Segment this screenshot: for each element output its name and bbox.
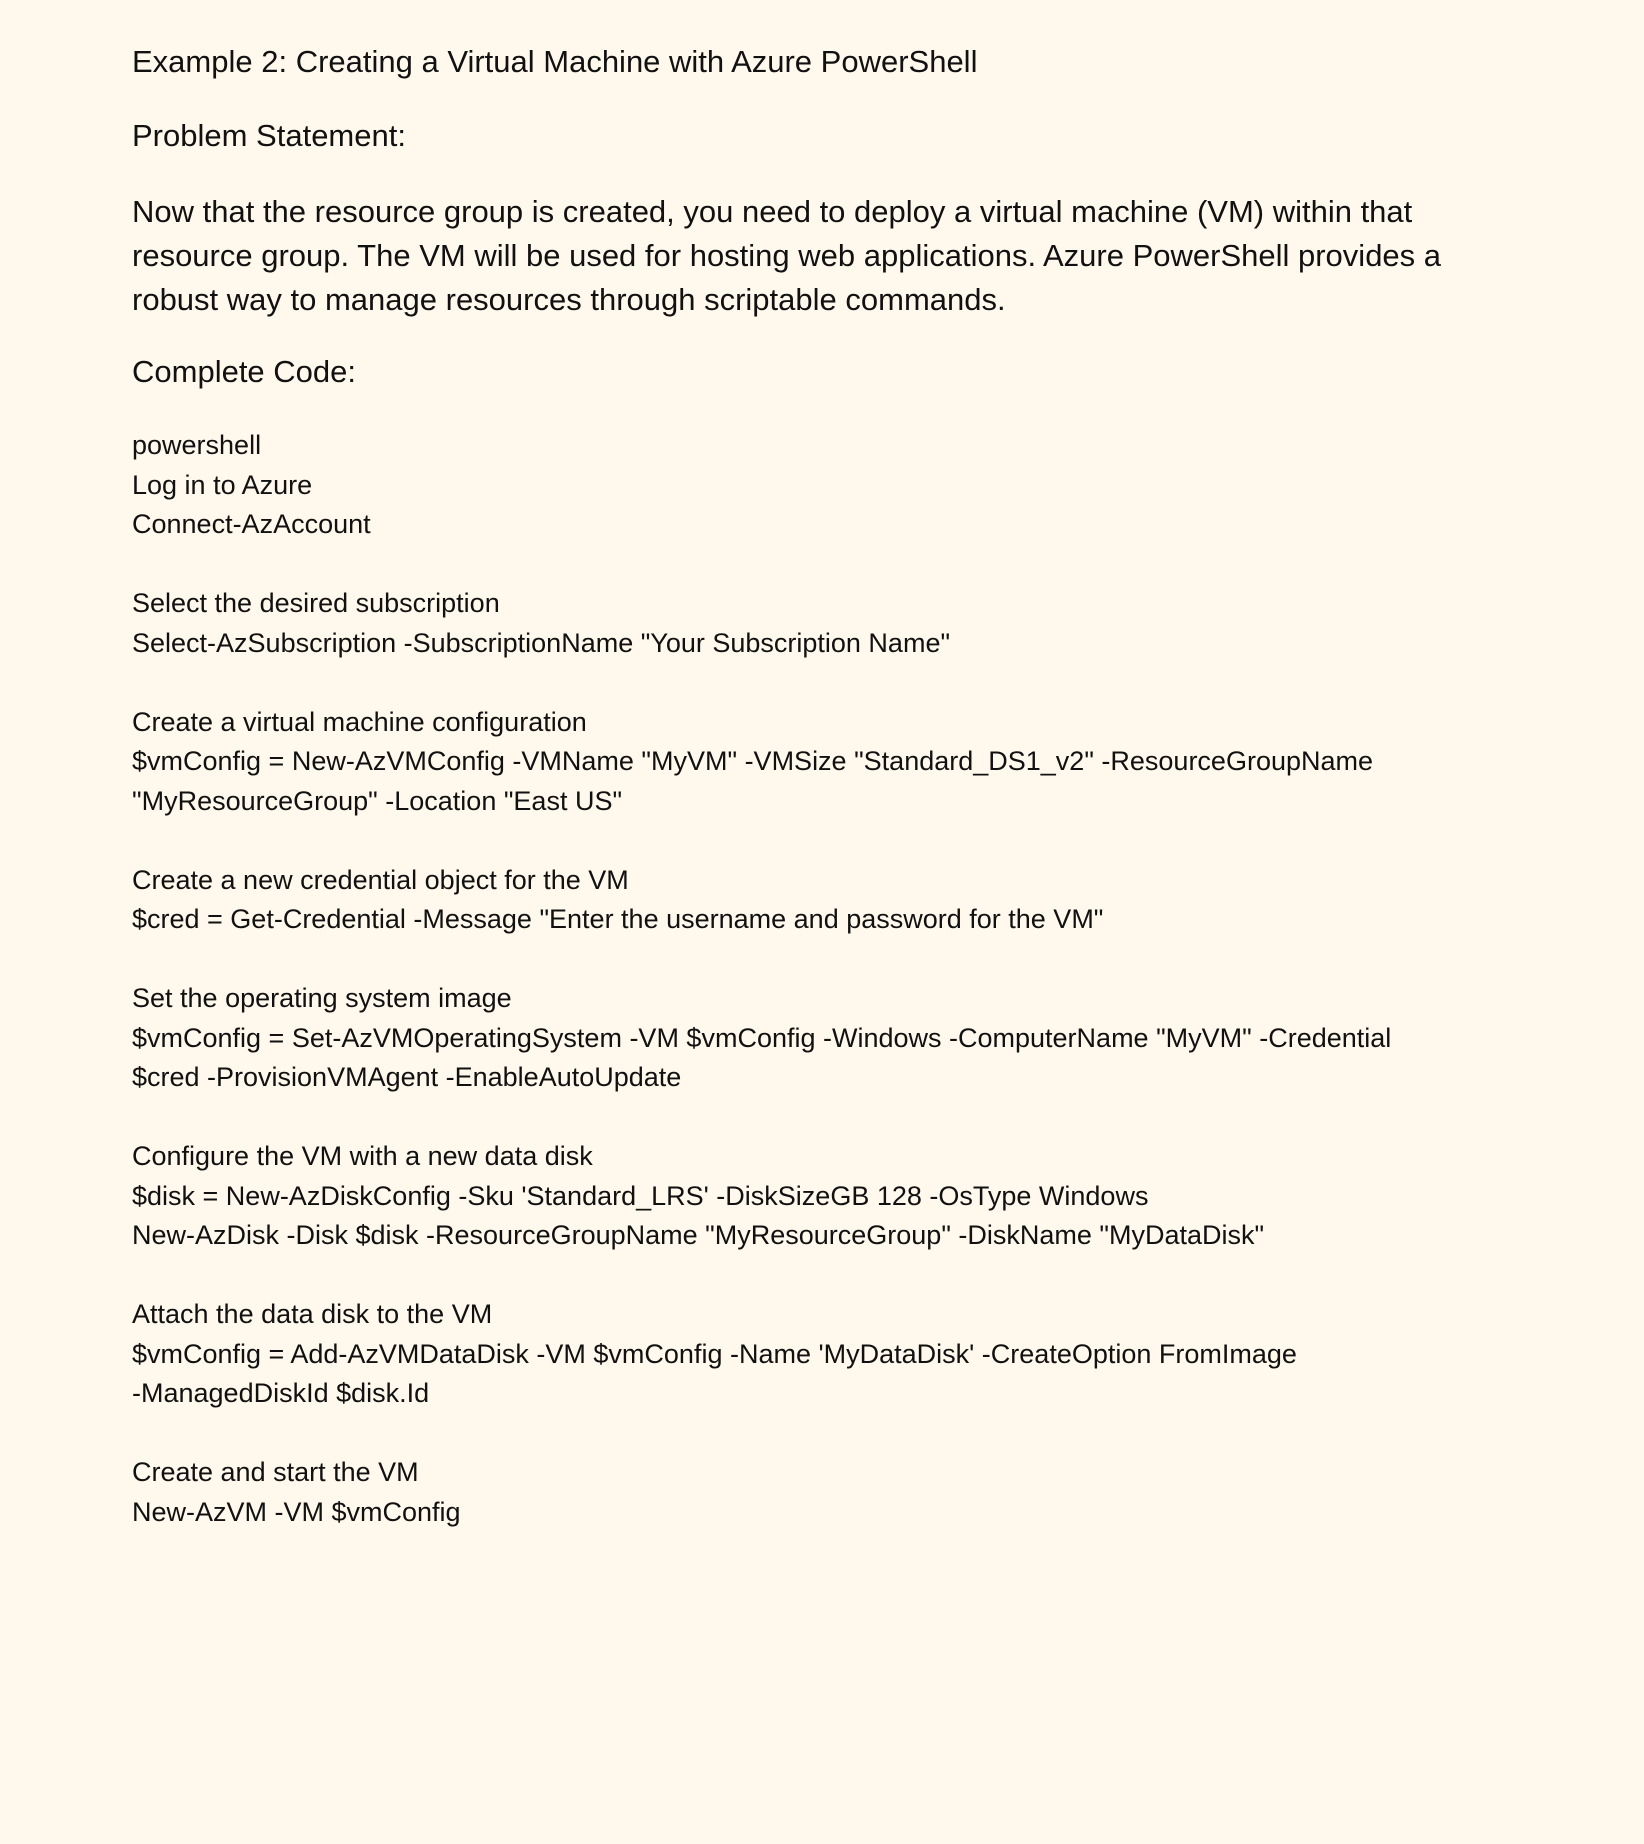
code-group [132,1453,1512,1532]
code-line: $disk = New-AzDiskConfig -Sku 'Standard_LRS' -DiskSizeGB 128 -OsType Windows [132,1180,1149,1211]
code-line: "MyResourceGroup" -Location "East US" [132,785,623,816]
code-language-label: powershell [132,430,262,460]
complete-code-heading: Complete Code: [132,354,357,389]
code-group [132,979,1512,1098]
code-group [132,703,1512,822]
code-line: $cred -ProvisionVMAgent -EnableAutoUpdate [132,1062,682,1092]
code-group [132,861,1512,940]
code-groups [132,466,1512,1533]
problem-statement-text: Now that the resource group is created, you need to deploy a virtual machine (VM) within that resource group. The VM will be used for hosting web applications. Azure PowerShell provides a robust way to manage resources through scriptable commands. [132,194,1442,317]
code-line: -ManagedDiskId $disk.Id [132,1378,430,1408]
code-comment-line: Log in to Azure [132,469,313,500]
code-comment-line: Create a new credential object for the VM [132,864,629,895]
code-comment-line: Attach the data disk to the VM [132,1299,493,1329]
problem-statement-heading: Problem Statement: [132,118,406,153]
code-line: New-AzDisk -Disk $disk -ResourceGroupName "MyResourceGroup" -DiskName "MyDataDisk" [132,1220,1265,1250]
code-group [132,584,1512,663]
code-line: Select-AzSubscription -SubscriptionName "Your Subscription Name" [132,627,951,658]
code-line: $vmConfig = Add-AzVMDataDisk -VM $vmConfig -Name 'MyDataDisk' -CreateOption FromImage [132,1338,1297,1369]
code-block [132,426,1512,1532]
document-title: Example 2: Creating a Virtual Machine with Azure PowerShell [132,44,978,79]
code-line: Connect-AzAccount [132,509,371,539]
code-line: $cred = Get-Credential -Message "Enter the username and password for the VM" [132,904,1104,934]
code-comment-line: Create a virtual machine configuration [132,706,587,737]
code-group [132,1137,1512,1256]
code-group [132,466,1512,545]
code-line: $vmConfig = New-AzVMConfig -VMName "MyVM" -VMSize "Standard_DS1_v2" -ResourceGroupName [132,746,1374,776]
code-line: $vmConfig = Set-AzVMOperatingSystem -VM $vmConfig -Windows -ComputerName "MyVM" -Credential [132,1022,1392,1053]
code-comment-line: Create and start the VM [132,1457,419,1487]
code-comment-line: Set the operating system image [132,983,512,1013]
code-group [132,1295,1512,1414]
code-line: New-AzVM -VM $vmConfig [132,1496,461,1527]
code-comment-line: Select the desired subscription [132,588,500,618]
code-comment-line: Configure the VM with a new data disk [132,1141,593,1171]
